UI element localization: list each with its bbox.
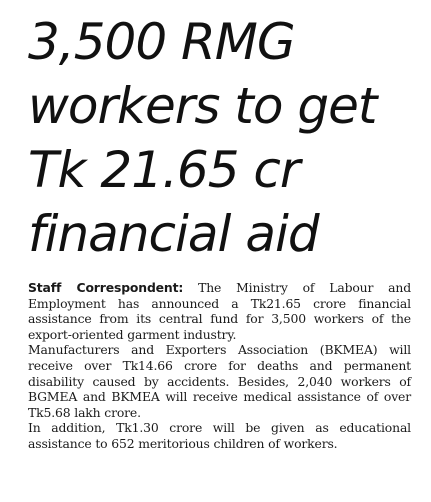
article-body: [28, 280, 411, 452]
byline: Staff Correspondent:: [28, 280, 184, 295]
headline-line-1: 3,500 RMG: [28, 13, 295, 71]
paragraph-3: In addition, Tk1.30 crore will be given as educational assistance to 652 meritorious children of workers.: [28, 420, 411, 451]
headline-line-2: workers to get: [28, 77, 377, 135]
paragraph-2: Manufacturers and Exporters Association (BKMEA) will receive over Tk14.66 crore for deaths and permanent disability caused by accidents. Besides, 2,040 workers of BGMEA and BKMEA will receive medical assistance of over Tk5.68 lakh crore.: [28, 342, 411, 420]
headline-line-3: Tk 21.65 cr: [28, 141, 300, 199]
paragraph-1: [28, 280, 411, 342]
headline-line-4: financial aid: [28, 205, 319, 263]
paragraph-1-text: The Ministry of Labour and Employment has announced a Tk21.65 crore financial assistance from its central fund for 3,500 workers of the export-oriented garment industry.: [28, 280, 411, 342]
headline: [28, 10, 411, 266]
